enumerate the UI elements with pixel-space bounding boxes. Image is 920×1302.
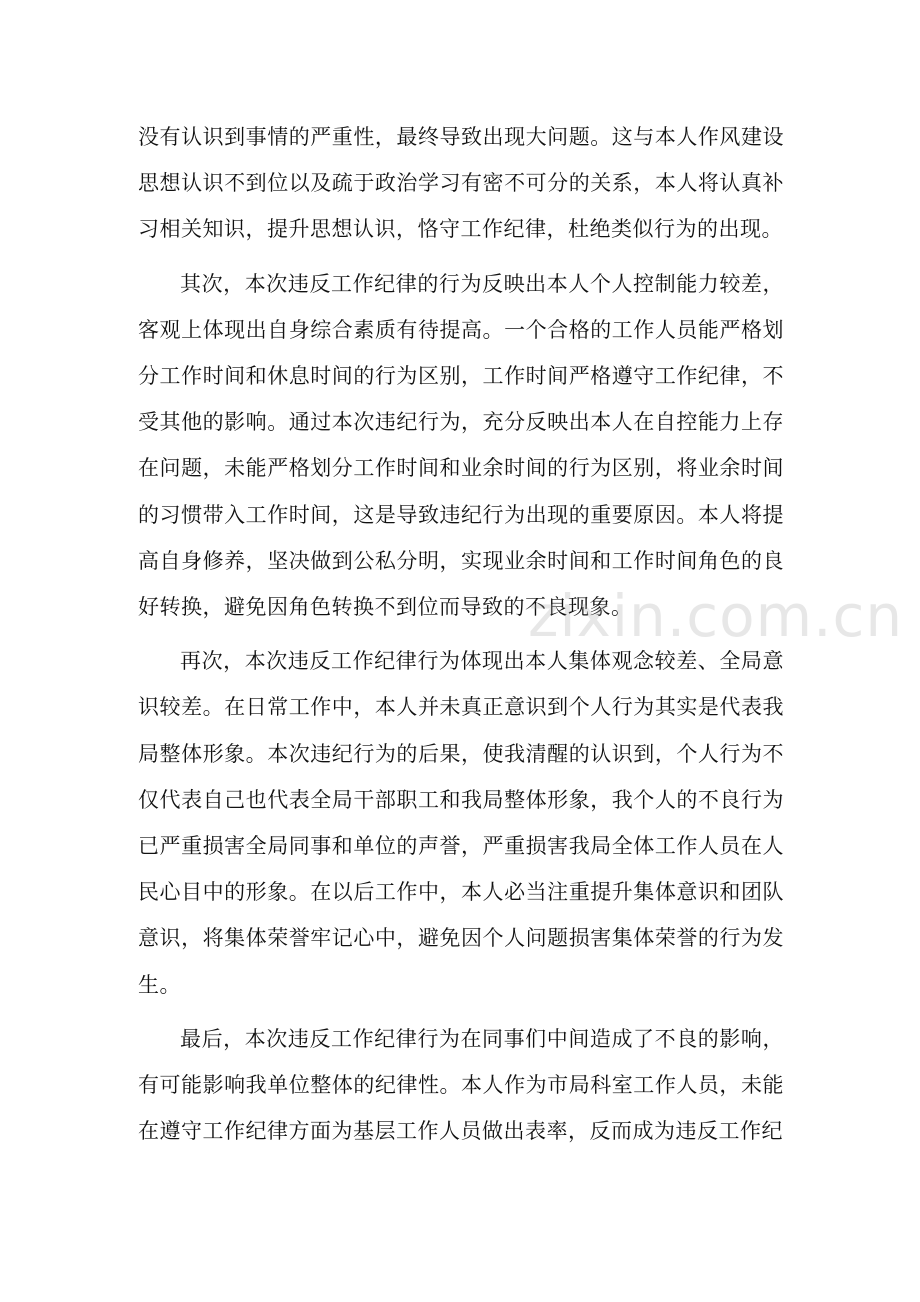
paragraph-2: 其次，本次违反工作纪律的行为反映出本人个人控制能力较差，客观上体现出自身综合素质有待提高。一个合格的工作人员能严格划分工作时间和休息时间的行为区别，工作时间严格遵守工作纪律，不受其他的影响。通过本次违纪行为，充分反映出本人在自控能力上存在问题，未能严格划分工作时间和业余时间的行为区别，将业余时间的习惯带入工作时间，这是导致违纪行为出现的重要原因。本人将提高自身修养，坚决做到公私分明，实现业余时间和工作时间角色的良好转换，避免因角色转换不到位而导致的不良现象。: [138, 271, 784, 620]
paragraph-3: 再次，本次违反工作纪律行为体现出本人集体观念较差、全局意识较差。在日常工作中，本人并未真正意识到个人行为其实是代表我局整体形象。本次违纪行为的后果，使我清醒的认识到，个人行为不仅代表自己也代表全局干部职工和我局整体形象，我个人的不良行为已严重损害全局同事和单位的声誉，严重损害我局全体工作人员在人民心目中的形象。在以后工作中，本人必当注重提升集体意识和团队意识，将集体荣誉牢记心中，避免因个人问题损害集体荣誉的行为发生。: [138, 649, 784, 997]
watermark: zixin.com.cn: [528, 582, 904, 650]
paragraph-1: 没有认识到事情的严重性，最终导致出现大问题。这与本人作风建设思想认识不到位以及疏于政治学习有密不可分的关系，本人将认真补习相关知识，提升思想认识，恪守工作纪律，杜绝类似行为的出现。: [138, 125, 784, 242]
document-body: [138, 114, 784, 1162]
paragraph-4: 最后，本次违反工作纪律行为在同事们中间造成了不良的影响，有可能影响我单位整体的纪律性。本人作为市局科室工作人员，未能在遵守工作纪律方面为基层工作人员做出表率，反而成为违反工作纪: [138, 1026, 784, 1144]
